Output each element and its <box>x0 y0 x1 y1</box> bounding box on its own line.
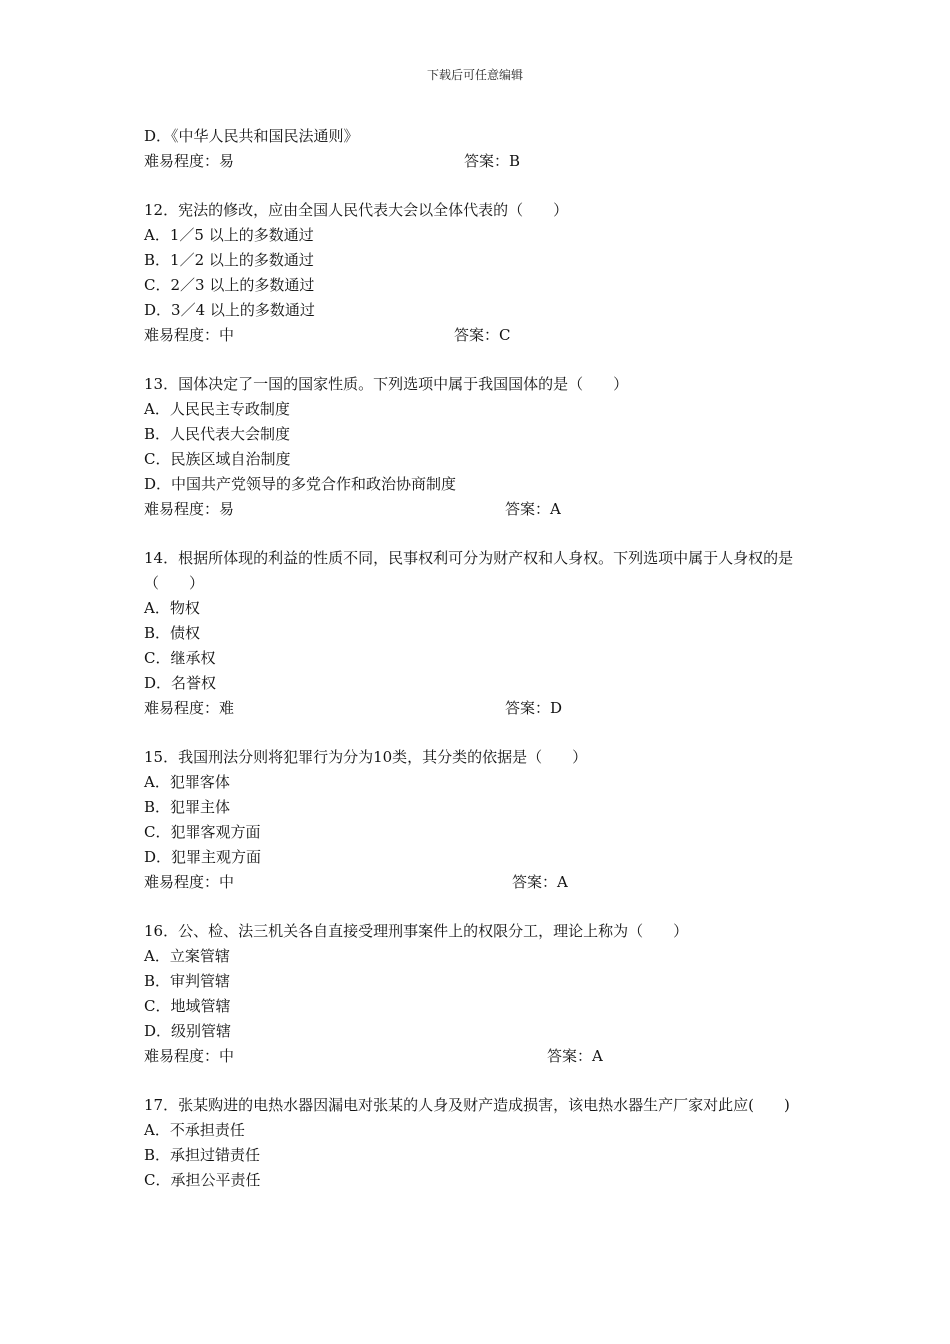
option-c: C．继承权 <box>144 649 216 667</box>
page-header: 下载后可任意编辑 <box>426 68 523 82</box>
option-b: B．犯罪主体 <box>144 798 231 816</box>
option-b: B．人民代表大会制度 <box>144 425 291 443</box>
option-d: D．犯罪主观方面 <box>144 848 262 866</box>
question-meta <box>144 696 814 721</box>
option-d: D．3／4 以上的多数通过 <box>144 301 315 319</box>
difficulty-label: 难易程度：易 <box>144 500 235 518</box>
question-stem: 13．国体决定了一国的国家性质。下列选项中属于我国国体的是（ ） <box>144 375 629 393</box>
option-d: D．级别管辖 <box>144 1022 232 1040</box>
answer-label: 答案：A <box>505 500 561 518</box>
difficulty-label: 难易程度：中 <box>144 326 235 344</box>
answer-label: 答案：C <box>454 326 511 344</box>
option-b: B．债权 <box>144 624 201 642</box>
option-c: C．地域管辖 <box>144 997 231 1015</box>
option-a: A．犯罪客体 <box>144 773 230 791</box>
option-b: B．1／2 以上的多数通过 <box>144 251 314 269</box>
answer-label: 答案：A <box>547 1047 603 1065</box>
difficulty-label: 难易程度：难 <box>144 699 235 717</box>
answer-label: 答案：A <box>512 873 568 891</box>
difficulty-label: 难易程度：易 <box>144 152 235 170</box>
question-meta <box>144 149 814 174</box>
option-d: D．中国共产党领导的多党合作和政治协商制度 <box>144 475 457 493</box>
option-c: C．犯罪客观方面 <box>144 823 261 841</box>
question-stem: 15．我国刑法分则将犯罪行为分为10类，其分类的依据是（ ） <box>144 748 588 766</box>
option-b: B．承担过错责任 <box>144 1146 261 1164</box>
option-a: A．不承担责任 <box>144 1121 245 1139</box>
question-stem: 14．根据所体现的利益的性质不同，民事权利可分为财产权和人身权。下列选项中属于人身权的是（ ） <box>144 549 794 592</box>
option-b: B．审判管辖 <box>144 972 231 990</box>
difficulty-label: 难易程度：中 <box>144 873 235 891</box>
option-d: D．名誉权 <box>144 674 217 692</box>
option-a: A．1／5 以上的多数通过 <box>144 226 314 244</box>
answer-label: 答案：D <box>505 699 563 717</box>
question-stem: 16．公、检、法三机关各自直接受理刑事案件上的权限分工，理论上称为（ ） <box>144 922 689 940</box>
document-body <box>144 124 814 1193</box>
question-meta <box>144 497 814 522</box>
option-a: A．物权 <box>144 599 200 617</box>
question-meta <box>144 323 814 348</box>
answer-label: 答案：B <box>464 152 521 170</box>
question-meta <box>144 870 814 895</box>
option-c: C．民族区域自治制度 <box>144 450 291 468</box>
option-c: C．2／3 以上的多数通过 <box>144 276 315 294</box>
question-stem: 12．宪法的修改，应由全国人民代表大会以全体代表的（ ） <box>144 201 569 219</box>
option-c: C．承担公平责任 <box>144 1171 261 1189</box>
option-a: A．人民民主专政制度 <box>144 400 290 418</box>
question-meta <box>144 1044 814 1069</box>
question-stem: 17．张某购进的电热水器因漏电对张某的人身及财产造成损害，该电热水器生产厂家对此应( ) <box>144 1096 790 1114</box>
option-d: D．《中华人民共和国民法通则》 <box>144 127 359 145</box>
difficulty-label: 难易程度：中 <box>144 1047 235 1065</box>
option-a: A．立案管辖 <box>144 947 230 965</box>
